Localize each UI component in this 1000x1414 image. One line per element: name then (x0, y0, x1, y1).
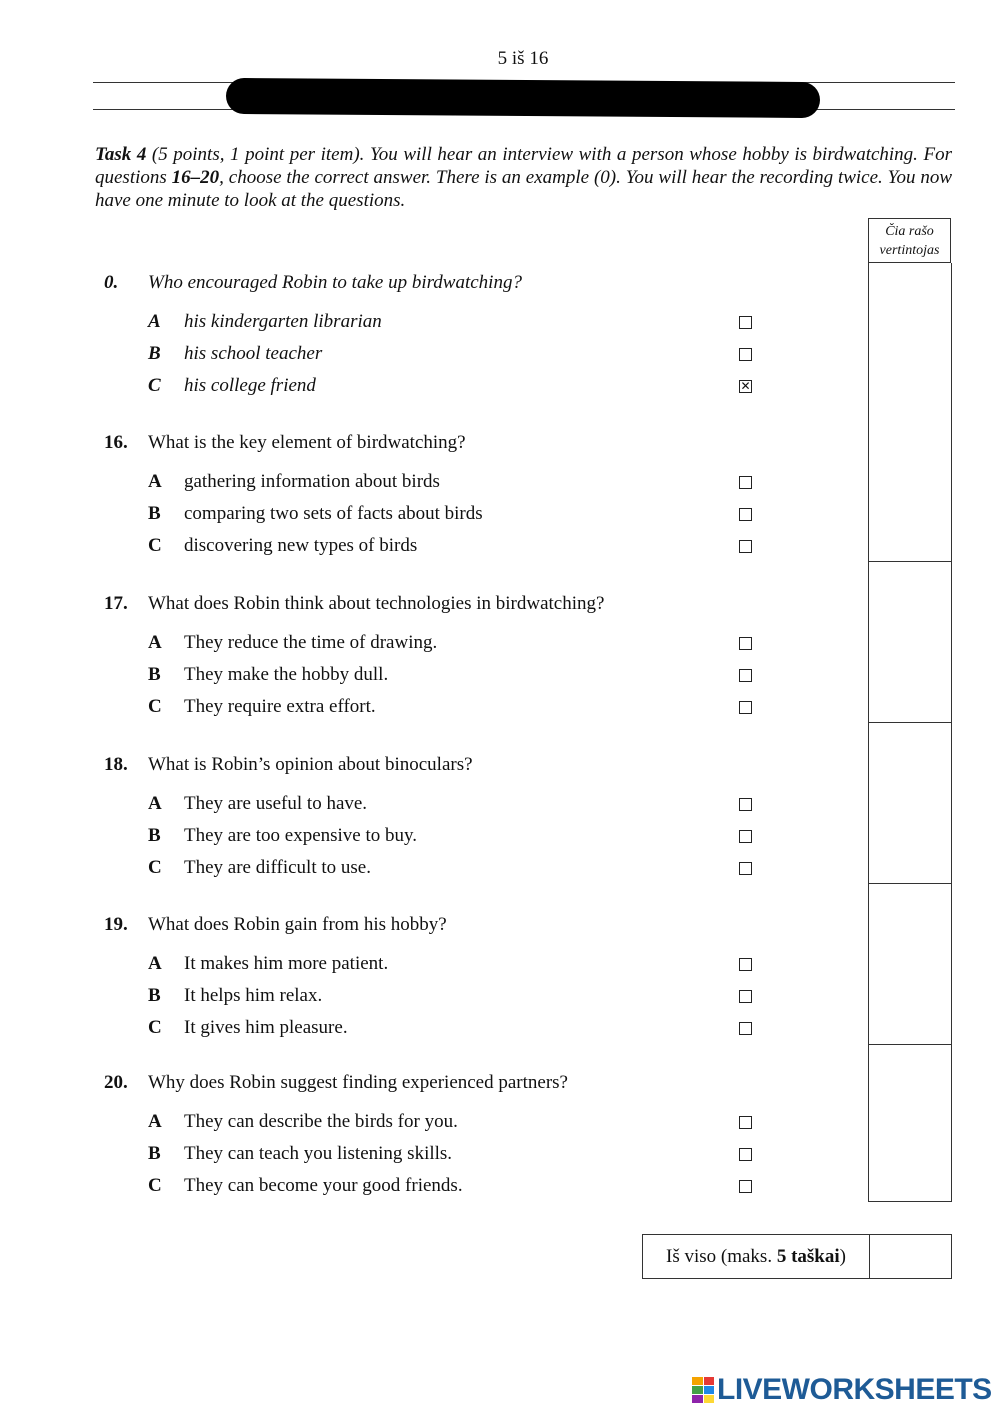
answer-checkbox[interactable] (739, 348, 752, 361)
option-letter: A (148, 793, 162, 814)
option-text: They require extra effort. (184, 696, 376, 717)
grader-cell-17[interactable] (868, 562, 952, 723)
answer-checkbox[interactable] (739, 637, 752, 650)
answer-checkbox[interactable] (739, 798, 752, 811)
question-text: What does Robin think about technologies in birdwatching? (148, 593, 605, 614)
answer-checkbox[interactable] (739, 701, 752, 714)
option-letter: A (148, 311, 161, 332)
question-text: What does Robin gain from his hobby? (148, 914, 447, 935)
option-text: discovering new types of birds (184, 535, 418, 556)
total-score-field[interactable] (870, 1235, 951, 1278)
answer-checkbox[interactable] (739, 508, 752, 521)
option-text: They are useful to have. (184, 793, 368, 814)
answer-checkbox[interactable] (739, 1148, 752, 1161)
option-text: They can teach you listening skills. (184, 1143, 453, 1164)
option-text: It gives him pleasure. (184, 1017, 348, 1038)
option-text: his kindergarten librarian (184, 311, 382, 332)
answer-checkbox[interactable] (739, 540, 752, 553)
option-letter: B (148, 1143, 161, 1164)
answer-checkbox[interactable] (739, 1116, 752, 1129)
question-text: What is Robin’s opinion about binoculars? (148, 754, 473, 775)
option-text: They can describe the birds for you. (184, 1111, 458, 1132)
option-text: They can become your good friends. (184, 1175, 463, 1196)
task-title: Task 4 (95, 144, 147, 165)
option-text: They are difficult to use. (184, 857, 371, 878)
option-text: They make the hobby dull. (184, 664, 389, 685)
question-text: Who encouraged Robin to take up birdwatching? (148, 272, 522, 293)
total-label: Iš viso (maks. 5 taškai) (643, 1235, 870, 1278)
question-number: 20. (104, 1072, 128, 1093)
option-text: his school teacher (184, 343, 323, 364)
option-letter: A (148, 1111, 162, 1132)
liveworksheets-logo (692, 1373, 992, 1407)
question-text: What is the key element of birdwatching? (148, 432, 466, 453)
question-number: 18. (104, 754, 128, 775)
option-letter: C (148, 857, 162, 878)
question-number: 16. (104, 432, 128, 453)
grader-cell-19[interactable] (868, 884, 952, 1045)
option-letter: B (148, 503, 161, 524)
option-text: comparing two sets of facts about birds (184, 503, 483, 524)
answer-checkbox[interactable] (739, 990, 752, 1003)
option-letter: B (148, 825, 161, 846)
option-letter: A (148, 632, 162, 653)
option-letter: C (148, 535, 162, 556)
brand-name: LIVEWORKSHEETS (717, 1373, 992, 1406)
option-letter: C (148, 1017, 162, 1038)
grader-cell-20[interactable] (868, 1045, 952, 1202)
answer-checkbox[interactable] (739, 316, 752, 329)
question-range: 16–20 (171, 167, 220, 188)
question-number: 17. (104, 593, 128, 614)
option-text: gathering information about birds (184, 471, 440, 492)
option-letter: C (148, 375, 161, 396)
option-letter: A (148, 471, 162, 492)
answer-checkbox[interactable] (739, 958, 752, 971)
brand-logo-icon (692, 1377, 714, 1403)
redaction-mark (226, 78, 820, 118)
question-number: 19. (104, 914, 128, 935)
answer-checkbox[interactable] (739, 669, 752, 682)
option-letter: B (148, 664, 161, 685)
answer-checkbox[interactable] (739, 476, 752, 489)
answer-checkbox[interactable] (739, 1022, 752, 1035)
answer-checkbox[interactable] (739, 862, 752, 875)
option-text: They are too expensive to buy. (184, 825, 418, 846)
option-letter: A (148, 953, 162, 974)
option-letter: B (148, 985, 161, 1006)
grader-cell-16[interactable] (868, 263, 952, 562)
option-letter: C (148, 696, 162, 717)
answer-checkbox[interactable]: ✕ (740, 379, 751, 393)
answer-checkbox[interactable] (739, 1180, 752, 1193)
grader-column-header: Čia rašo vertintojas (868, 218, 951, 263)
option-text: It helps him relax. (184, 985, 323, 1006)
option-text: It makes him more patient. (184, 953, 389, 974)
total-score-box (642, 1234, 952, 1279)
question-text: Why does Robin suggest finding experienced partners? (148, 1072, 568, 1093)
answer-checkbox[interactable] (739, 830, 752, 843)
option-text: his college friend (184, 375, 316, 396)
question-number: 0. (104, 272, 119, 293)
task-instructions: Task 4 (5 points, 1 point per item). You will hear an interview with a person whose hobby is birdwatching. For questions 16–20, choose the correct answer. There is an example (0). You will hear the recording twice. You now have one minute to look at the questions. (95, 144, 953, 211)
option-letter: C (148, 1175, 162, 1196)
page-number: 5 iš 16 (497, 48, 549, 69)
grader-cell-18[interactable] (868, 723, 952, 884)
option-letter: B (148, 343, 161, 364)
option-text: They reduce the time of drawing. (184, 632, 438, 653)
